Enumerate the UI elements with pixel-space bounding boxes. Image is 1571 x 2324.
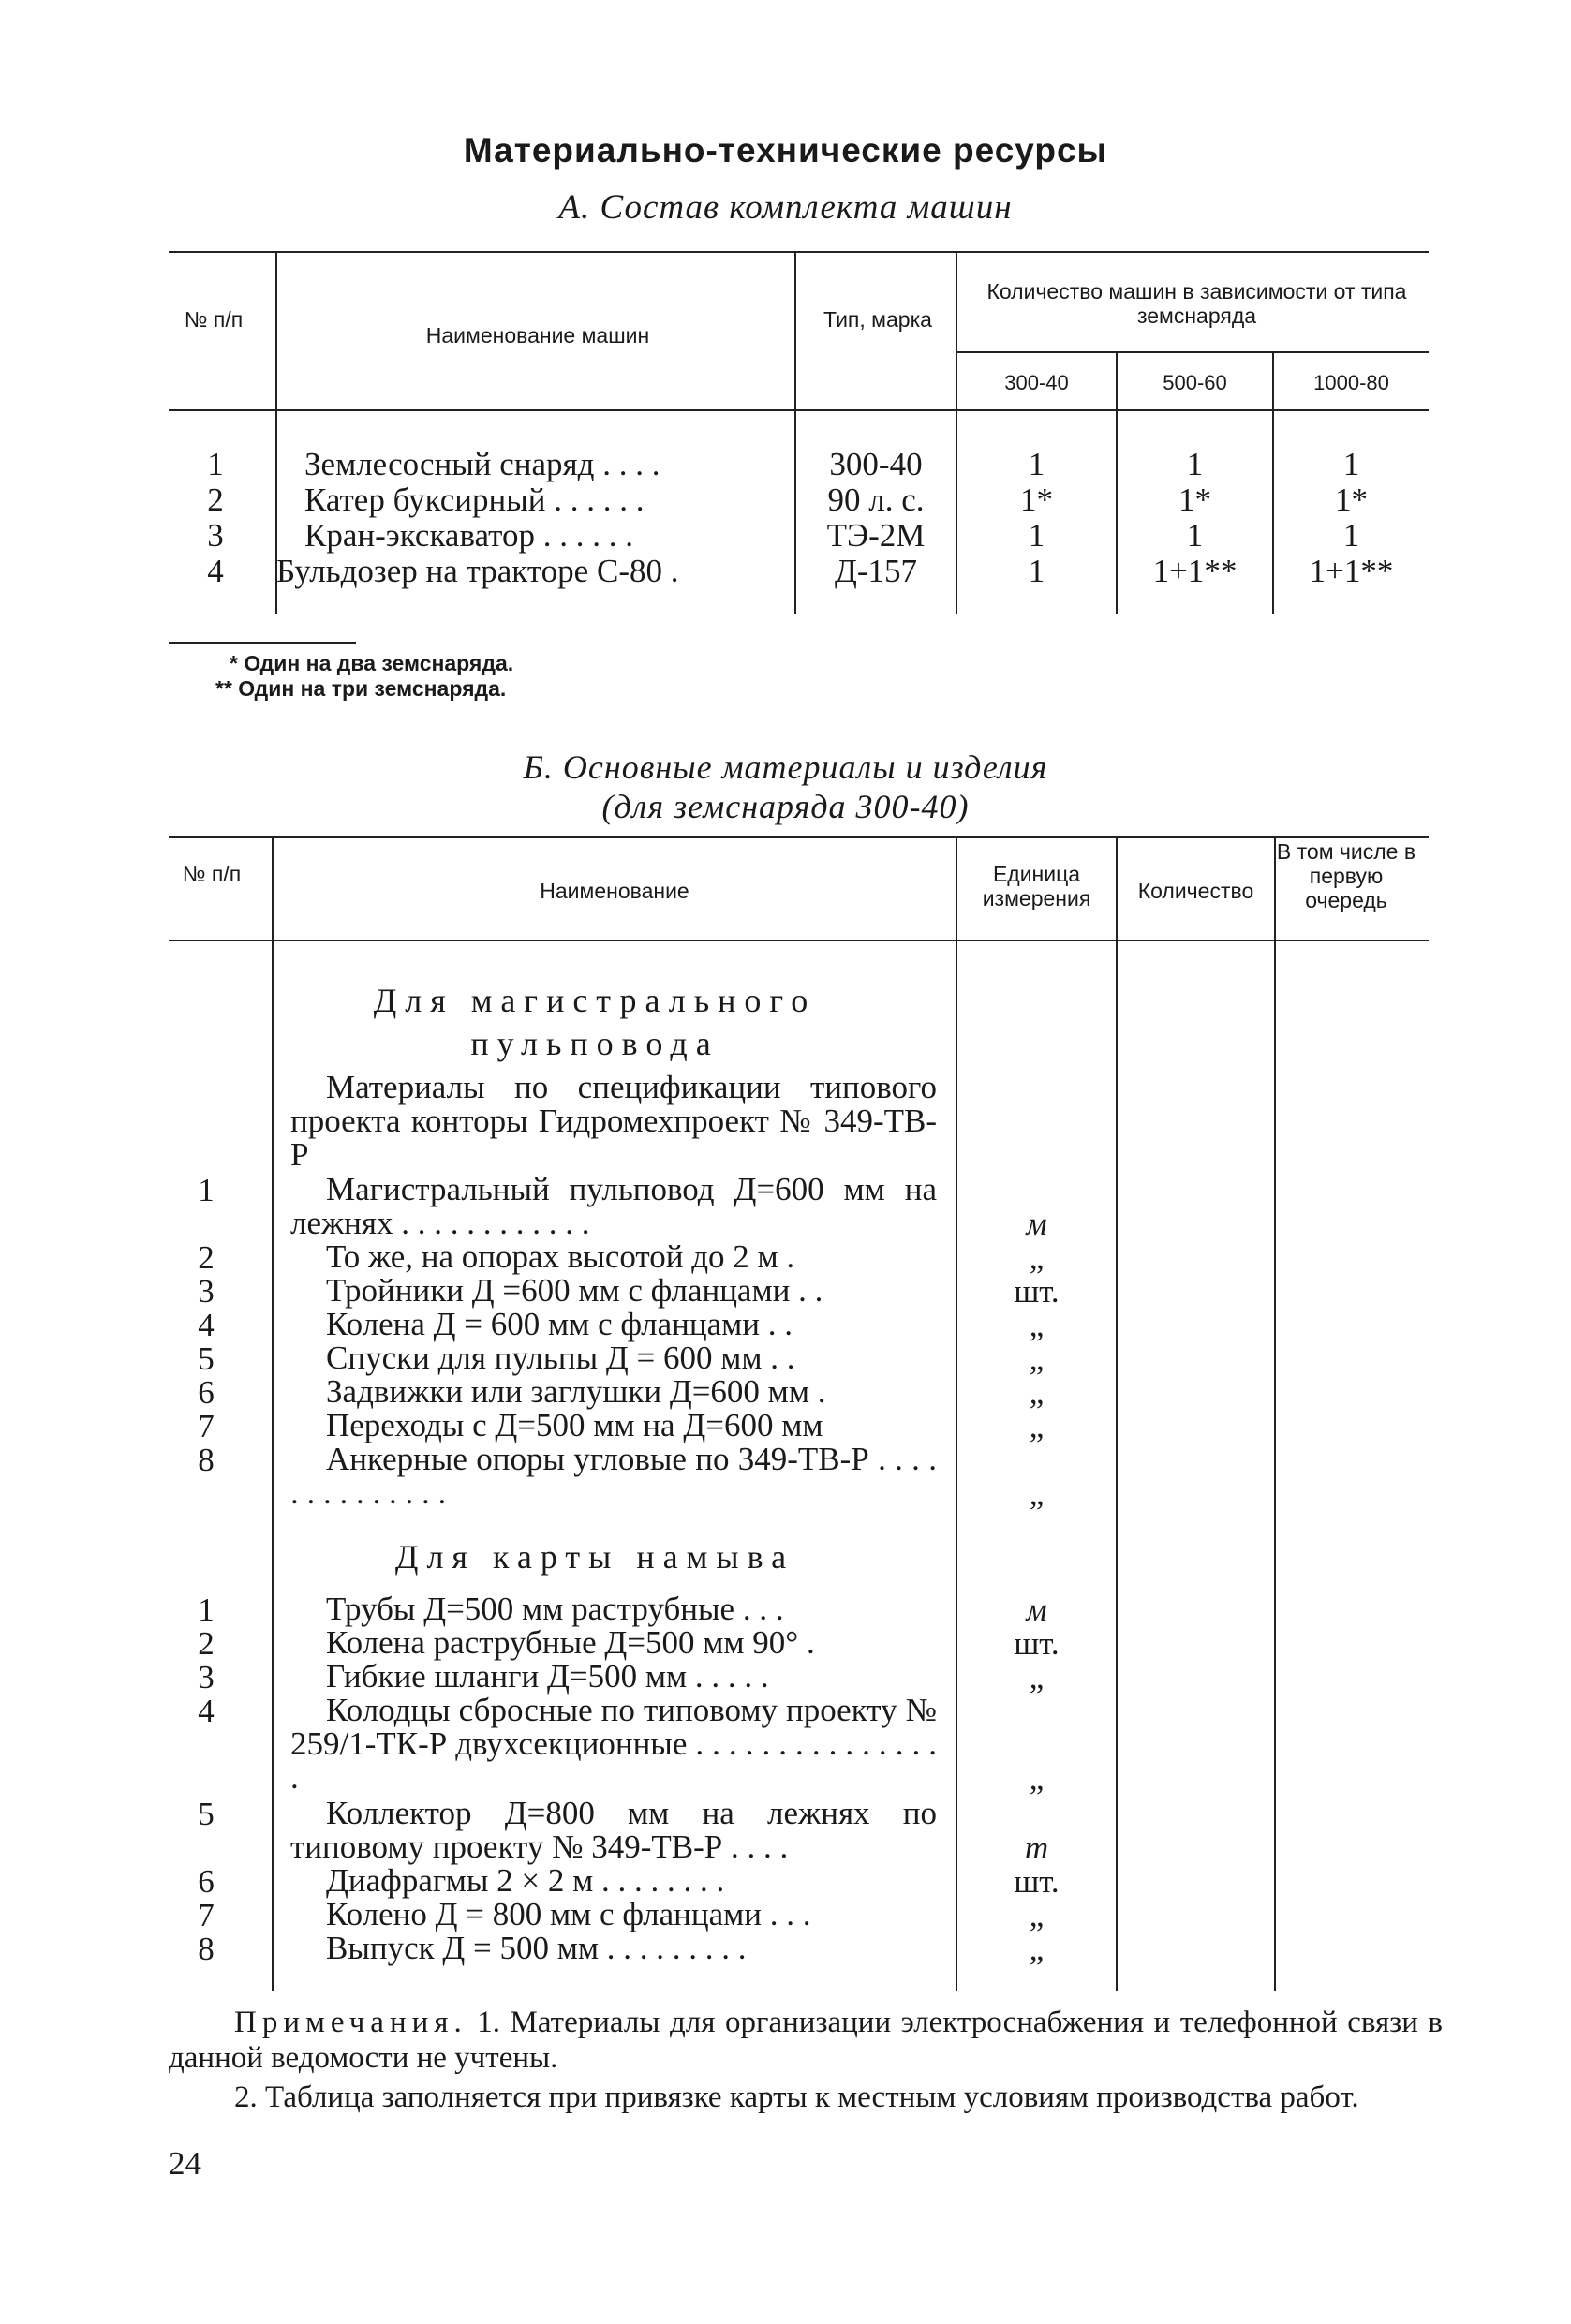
- item-unit: „: [1029, 1374, 1045, 1411]
- item-text: То же, на опорах высотой до 2 м .: [326, 1238, 795, 1275]
- item-text: Выпуск Д = 500 мм . . . . . . . . .: [326, 1930, 747, 1966]
- item-number: 2: [198, 1239, 215, 1276]
- footnote-2: ** Один на три земснаряда.: [215, 676, 507, 701]
- item-number: 1: [198, 1172, 215, 1208]
- col-qty-header: Количество машин в зависимости от типа земснаряда: [986, 279, 1407, 328]
- col-300-40-header: 300-40: [1004, 371, 1069, 394]
- item-text: Колено Д = 800 мм с фланцами . . .: [326, 1896, 811, 1932]
- item-number: 2: [198, 1625, 215, 1662]
- qty-500-60: 1+1**: [1152, 553, 1238, 589]
- machine-type: 300-40: [829, 446, 923, 482]
- note-2: 2. Таблица заполняется при привязке карты к местным условиям производства работ.: [234, 2080, 1359, 2114]
- item-unit: шт.: [1014, 1863, 1060, 1900]
- item-number: 1: [198, 1591, 215, 1628]
- qty-500-60: 1: [1186, 446, 1204, 482]
- qty-1000-80: 1: [1342, 446, 1360, 482]
- qty-500-60: 1*: [1178, 481, 1211, 518]
- col-500-60-header: 500-60: [1163, 371, 1227, 394]
- item-text: Колена Д = 600 мм с фланцами . .: [326, 1306, 793, 1342]
- machine-type: ТЭ-2М: [826, 517, 926, 554]
- item-unit: „: [1029, 1239, 1045, 1276]
- notes-label: Примечания.: [234, 2006, 467, 2039]
- item-unit: „: [1029, 1408, 1045, 1444]
- item-number: 7: [198, 1408, 215, 1444]
- qty-300-40: 1*: [1020, 481, 1053, 518]
- item-text: Колодцы сбросные по типовому проекту № 259/1-ТК-Р двухсекционные . . . . . . . . . . . . . . . .: [290, 1692, 937, 1796]
- item-text: Спуски для пульпы Д = 600 мм . .: [326, 1340, 795, 1376]
- footnote-1: * Один на два земснаряда.: [230, 651, 514, 675]
- item-number: 8: [198, 1442, 215, 1478]
- col-name-header: Наименование машин: [425, 323, 650, 348]
- item-number: 5: [198, 1340, 215, 1377]
- note-1: [169, 2005, 1443, 2076]
- section-b-subtitle: (для земснаряда 300-40): [601, 788, 970, 825]
- col-num-header: № п/п: [184, 307, 244, 332]
- item-unit: „: [1029, 1897, 1045, 1933]
- item-text: Тройники Д =600 мм с фланцами . .: [326, 1272, 823, 1309]
- item-unit: м: [1026, 1206, 1047, 1242]
- col-unit-header: Единица измерения: [982, 862, 1091, 910]
- col-qty-header: Количество: [1137, 879, 1254, 903]
- item-text: Магистральный пульповод Д=600 мм на лежнях . . . . . . . . . . . .: [290, 1171, 937, 1241]
- item-unit: „: [1029, 1760, 1045, 1797]
- item-number: 4: [198, 1693, 215, 1729]
- qty-300-40: 1: [1028, 553, 1045, 589]
- group-1-title: Для магистрального пульповода: [373, 982, 817, 1062]
- item-unit: шт.: [1014, 1625, 1060, 1662]
- col-name-header: Наименование: [540, 879, 689, 903]
- item-number: 5: [198, 1796, 215, 1832]
- item-unit: т: [1024, 1829, 1049, 1866]
- machine-name: Бульдозер на тракторе С-80 .: [276, 553, 679, 589]
- item-unit: шт.: [1014, 1273, 1060, 1310]
- col-first-header: В том числе в первую очередь: [1276, 839, 1416, 912]
- item-number: 6: [198, 1863, 215, 1900]
- page-title: Материально-технические ресурсы: [463, 131, 1108, 170]
- item-text: Анкерные опоры угловые по 349-ТВ-Р . . . . . . . . . . . . . .: [290, 1441, 937, 1511]
- col-num-header: № п/п: [182, 862, 242, 886]
- page-number: 24: [169, 2145, 201, 2182]
- item-unit: „: [1029, 1307, 1045, 1343]
- section-b-title: Б. Основные материалы и изделия: [523, 748, 1048, 786]
- item-text: Гибкие шланги Д=500 мм . . . . .: [326, 1658, 769, 1695]
- item-number: 3: [198, 1273, 215, 1310]
- qty-300-40: 1: [1028, 446, 1045, 482]
- group-2-title: Для карты намыва: [394, 1538, 795, 1576]
- machine-type: 90 л. с.: [827, 481, 925, 518]
- qty-500-60: 1: [1186, 517, 1204, 554]
- item-unit: „: [1029, 1659, 1045, 1695]
- item-number: 7: [198, 1897, 215, 1933]
- machine-type: Д-157: [834, 553, 918, 589]
- row-number: 2: [207, 481, 224, 518]
- item-text: Трубы Д=500 мм раструбные . . .: [326, 1591, 784, 1627]
- machine-name: Кран-экскаватор . . . . . .: [304, 517, 633, 554]
- item-unit: „: [1029, 1340, 1045, 1377]
- note-1-text: 1. Материалы для организации электроснабжения и телефонной связи в данной ведомости не учтены.: [169, 2006, 1443, 2075]
- item-text: Коллектор Д=800 мм на лежнях по типовому проекту № 349-ТВ-Р . . . .: [290, 1795, 937, 1865]
- item-unit: „: [1029, 1475, 1045, 1512]
- item-number: 8: [198, 1931, 215, 1967]
- item-text: Диафрагмы 2 × 2 м . . . . . . . .: [326, 1862, 725, 1899]
- machine-name: Землесосный снаряд . . . .: [304, 446, 660, 482]
- row-number: 3: [207, 517, 224, 554]
- qty-1000-80: 1+1**: [1309, 553, 1394, 589]
- row-number: 4: [207, 553, 224, 589]
- item-number: 6: [198, 1374, 215, 1411]
- item-text: Колена раструбные Д=500 мм 90° .: [326, 1624, 815, 1661]
- qty-300-40: 1: [1028, 517, 1045, 554]
- item-text: Переходы с Д=500 мм на Д=600 мм: [326, 1407, 823, 1443]
- item-text: Задвижки или заглушки Д=600 мм .: [326, 1373, 826, 1410]
- col-1000-80-header: 1000-80: [1313, 371, 1389, 394]
- qty-1000-80: 1*: [1335, 481, 1368, 518]
- item-unit: м: [1026, 1591, 1047, 1628]
- machine-name: Катер буксирный . . . . . .: [304, 481, 645, 518]
- item-number: 4: [198, 1307, 215, 1343]
- group-1-description: Материалы по спецификации типового проекта конторы Гидромехпроект № 349-ТВ-Р: [290, 1069, 937, 1173]
- item-number: 3: [198, 1659, 215, 1695]
- item-unit: „: [1029, 1931, 1045, 1967]
- qty-1000-80: 1: [1342, 517, 1360, 554]
- section-a-title: А. Состав комплекта машин: [558, 188, 1013, 227]
- row-number: 1: [207, 446, 224, 482]
- col-type-header: Тип, марка: [823, 307, 932, 332]
